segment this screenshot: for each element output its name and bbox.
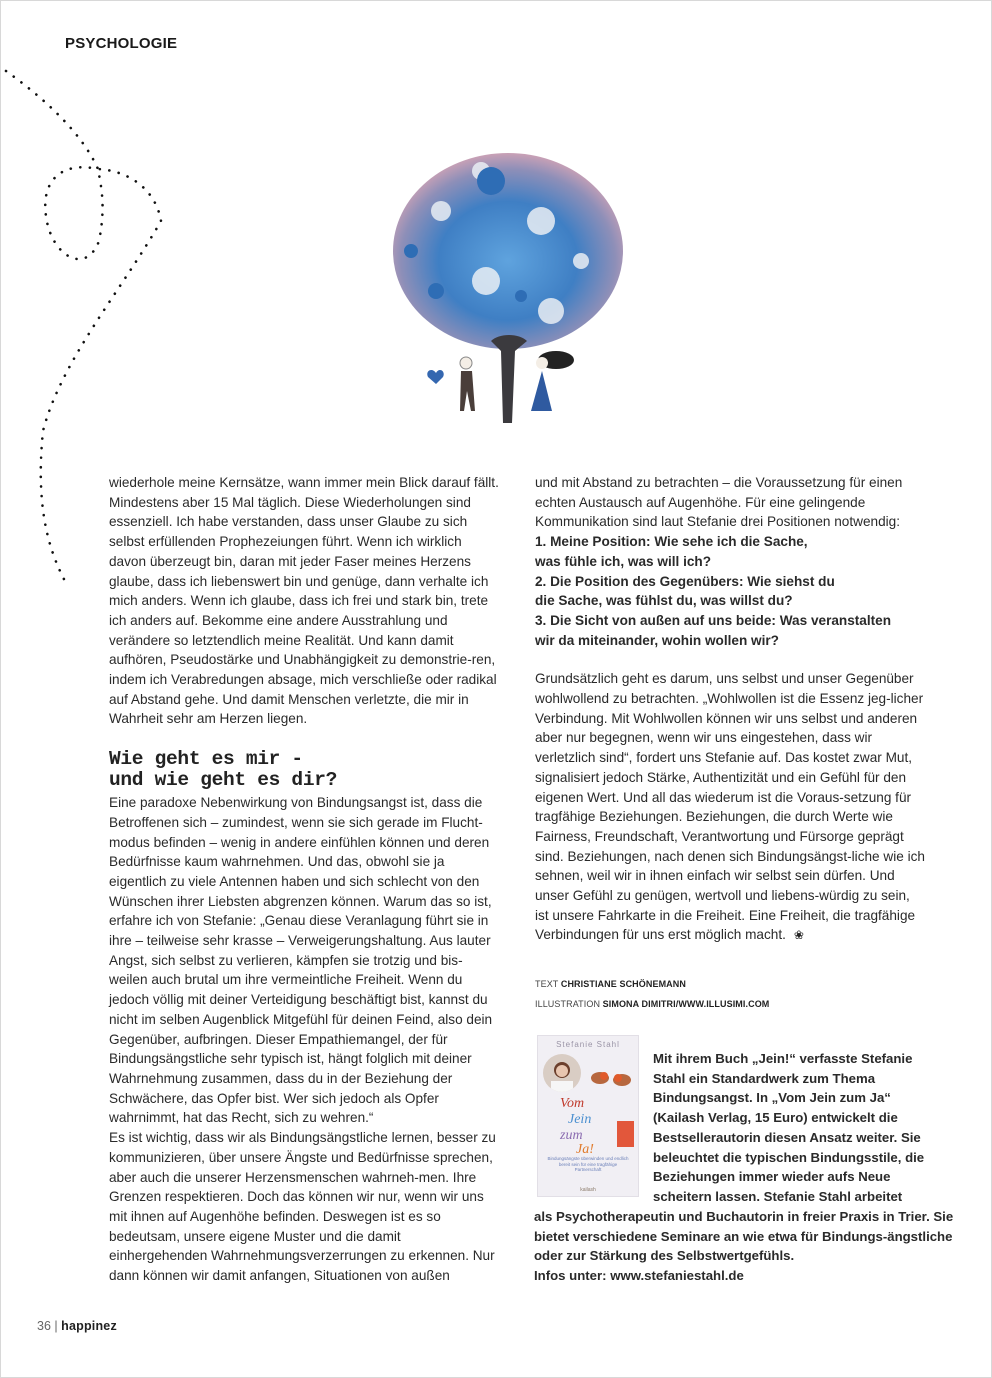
page-number: 36 xyxy=(37,1319,51,1333)
credit-label: TEXT xyxy=(535,979,559,989)
author-portrait xyxy=(543,1054,581,1092)
tree-crown xyxy=(393,153,623,349)
credit-name: CHRISTIANE SCHÖNEMANN xyxy=(560,979,686,989)
book-title-word: zum xyxy=(560,1128,583,1143)
credits xyxy=(535,974,769,1014)
footer-separator: | xyxy=(54,1319,58,1333)
credit-name: SIMONA DIMITRI/WWW.ILLUSIMI.COM xyxy=(602,999,770,1009)
book-publisher: kailash xyxy=(580,1187,596,1193)
book-title-word: Jein xyxy=(568,1112,592,1127)
section-heading xyxy=(109,749,501,791)
position-item xyxy=(535,611,927,650)
man-figure xyxy=(460,357,475,411)
heart-icon xyxy=(427,370,443,384)
position-line: 3. Die Sicht von außen auf uns beide: Was veranstalten xyxy=(535,612,892,628)
page-footer xyxy=(37,1319,117,1333)
position-item xyxy=(535,532,927,571)
left-column xyxy=(109,473,501,1286)
book-subtitle: Bindungsängste überwinden und endlich bereit sein für eine tragfähige Partnerschaft xyxy=(547,1156,629,1172)
book-info-text: Mit ihrem Buch „Jein!“ verfasste Stefanie Stahl ein Standardwerk zum Thema Bindungsangst. In „Vom Jein zum Ja“ (Kailash Verlag, 15 Euro) entwickelt die Bestsellerautorin diesen Ansatz weiter. Sie beleuchtet die typischen Bindungsstile, die Beziehungen immer wieder aufs Neue scheitern lassen. Stefanie Stahl arbeitet xyxy=(653,1051,925,1204)
author-info-text xyxy=(534,1207,954,1286)
moon-icon xyxy=(596,158,621,183)
body-paragraph: wiederhole meine Kernsätze, wann immer mein Blick darauf fällt. Mindestens aber 15 Mal täglich. Diese Wiederholungen sind essenziell. Ich habe verstanden, dass unser Glaube zu sich selbst erfüllenden Prophezeiungen führt. Wenn ich wirklich davon überzeugt bin, daran mit jeder Faser meines Herzens glaube, dass ich liebenswert bin und genüge, dann verhalte ich mich anders. Wenn ich glaube, dass ich frei und stark bin, trete ich anders auf. Bekomme eine andere Ausstrahlung und verändere so letztendlich meine Realität. Und kann damit aufhören, Pseudostärke und Unabhängigkeit zu demonstrie-ren, indem ich Verabredungen absage, mich verschließe oder radikal auf Abstand gehe. Und damit Menschen verletzte, die mir in Wahrheit sehr am Herzen liegen. xyxy=(109,475,499,727)
body-paragraph: Eine paradoxe Nebenwirkung von Bindungsangst ist, dass die Betroffenen sich – zumindest, wenn sie sich gerade im Flucht-modus befinden – wenig in andere einfühlen können und deren Bedürfnisse kaum wahrnehmen. Und das, obwohl sie ja eigentlich zu viele Antennen haben und sich schlecht von den Wünschen ihrer Liebsten abgrenzen können. Warum das so ist, erfahre ich von Stefanie: „Genau diese Veranlagung führt sie in ihre – teilweise sehr krasse – Verweigerungshaltung. Aus lauter Angst, sich selbst zu verlieren, kämpfen sie trotzig und bis-weilen auch brutal um ihre vermeintliche Freiheit. Wenn du jedoch völlig mit deiner Verteidigung beschäftigt bist, kannst du nicht im selben Augenblick Mitgefühl für deinen Feind, also dein Gegenüber, aufbringen. Dieser Empathiemangel, der für Bindungsängstliche sehr typisch ist, hängt folglich mit deiner Wahrnehmung zusammen, dass du in der Beziehung der Schwächere, das Opfer bist. Wer sich jedoch als Opfer wahrnimmt, hat das Recht, sich zu wehren.“ xyxy=(109,795,493,1126)
section-rubric: PSYCHOLOGIE xyxy=(65,35,178,52)
paragraph-text: Grundsätzlich geht es darum, uns selbst und unser Gegenüber wohlwollend zu betrachten. „Wohlwollen ist die Essenz jeg-licher Verbindung. Mit Wohlwollen können wir uns selbst und anderen aber nur begegnen, wenn wir uns eingestehen, dass wir verletzlich sind“, fordert uns Stefanie auf. Das kostet zwar Mut, signalisiert jedoch Stärke, Authentizität und ein Gefühl für den eigenen Wert. Und all das wiederum ist die Voraus-setzung für tragfähige Beziehungen. Beziehungen, die durch Werte wie Fairness, Freundschaft, Verantwortung und Fürsorge geprägt sind. Beziehungen, nach denen sich Bindungsängst-liche wie ich sehnen, weil wir in ihnen einfach wir selbst sein dürfen. Und unser Gefühl zu genügen, wertvoll und liebens-würdig zu sein, ist unsere Fahrkarte in die Freiheit. Eine Freiheit, die tragfähige Verbindungen für uns erst möglich macht. xyxy=(535,671,925,943)
position-line: 2. Die Position des Gegenübers: Wie siehst du xyxy=(535,573,835,589)
lotus-end-icon: ❀ xyxy=(793,928,804,943)
heading-line-1: Wie geht es mir - xyxy=(109,748,303,771)
author-info-paragraph: als Psychotherapeutin und Buchautorin in freier Praxis in Trier. Sie bietet verschiedene Seminare an wie etwa für Bindungs-ängstliche oder zur Stärkung des Selbstwertgefühls. xyxy=(534,1209,954,1264)
body-paragraph: Es ist wichtig, dass wir als Bindungsängstliche lernen, besser zu kommunizieren, über unsere Ängste und Bedürfnisse sprechen, aber auch die unserer Herzensmenschen wahrneh-men. Ihre Grenzen respektieren. Doch das können wir nur, wenn wir uns mit ihnen auf Augenhöhe befinden. Deswegen ist es so bedeutsam, unsere eigene Muster und die damit einhergehenden Wahrnehmungsverzerrungen zu erkennen. Nur dann können wir damit anfangen, Situationen von außen xyxy=(109,1130,496,1284)
tree-illustration xyxy=(381,141,641,431)
book-title-word: Vom xyxy=(560,1096,585,1111)
woman-figure xyxy=(531,351,574,411)
positions-list xyxy=(535,532,927,650)
robin-birds xyxy=(586,1066,636,1096)
body-paragraph xyxy=(535,669,927,946)
text-credit xyxy=(535,974,769,994)
position-line: die Sache, was fühlst du, was willst du? xyxy=(535,593,793,609)
book-author: Stefanie Stahl xyxy=(556,1040,620,1049)
position-line: was fühle ich, was will ich? xyxy=(535,553,712,569)
body-paragraph: und mit Abstand zu betrachten – die Voraussetzung für einen echten Austausch auf Augenhöhe. Für eine gelingende Kommunikation sind laut Stefanie drei Positionen notwendig: xyxy=(535,475,903,530)
position-item xyxy=(535,572,927,611)
heading-line-2: und wie geht es dir? xyxy=(109,769,338,792)
bestseller-badge xyxy=(617,1121,634,1147)
magazine-brand: happinez xyxy=(61,1319,117,1333)
position-line: wir da miteinander, wohin wollen wir? xyxy=(535,632,779,648)
right-column xyxy=(535,473,927,946)
credit-label: ILLUSTRATION xyxy=(535,999,601,1009)
book-cover xyxy=(537,1035,639,1197)
illustration-credit xyxy=(535,994,769,1014)
book-title-word: Ja! xyxy=(576,1142,594,1157)
position-line: 1. Meine Position: Wie sehe ich die Sache, xyxy=(535,534,808,550)
website-link[interactable]: Infos unter: www.stefaniestahl.de xyxy=(534,1268,744,1284)
